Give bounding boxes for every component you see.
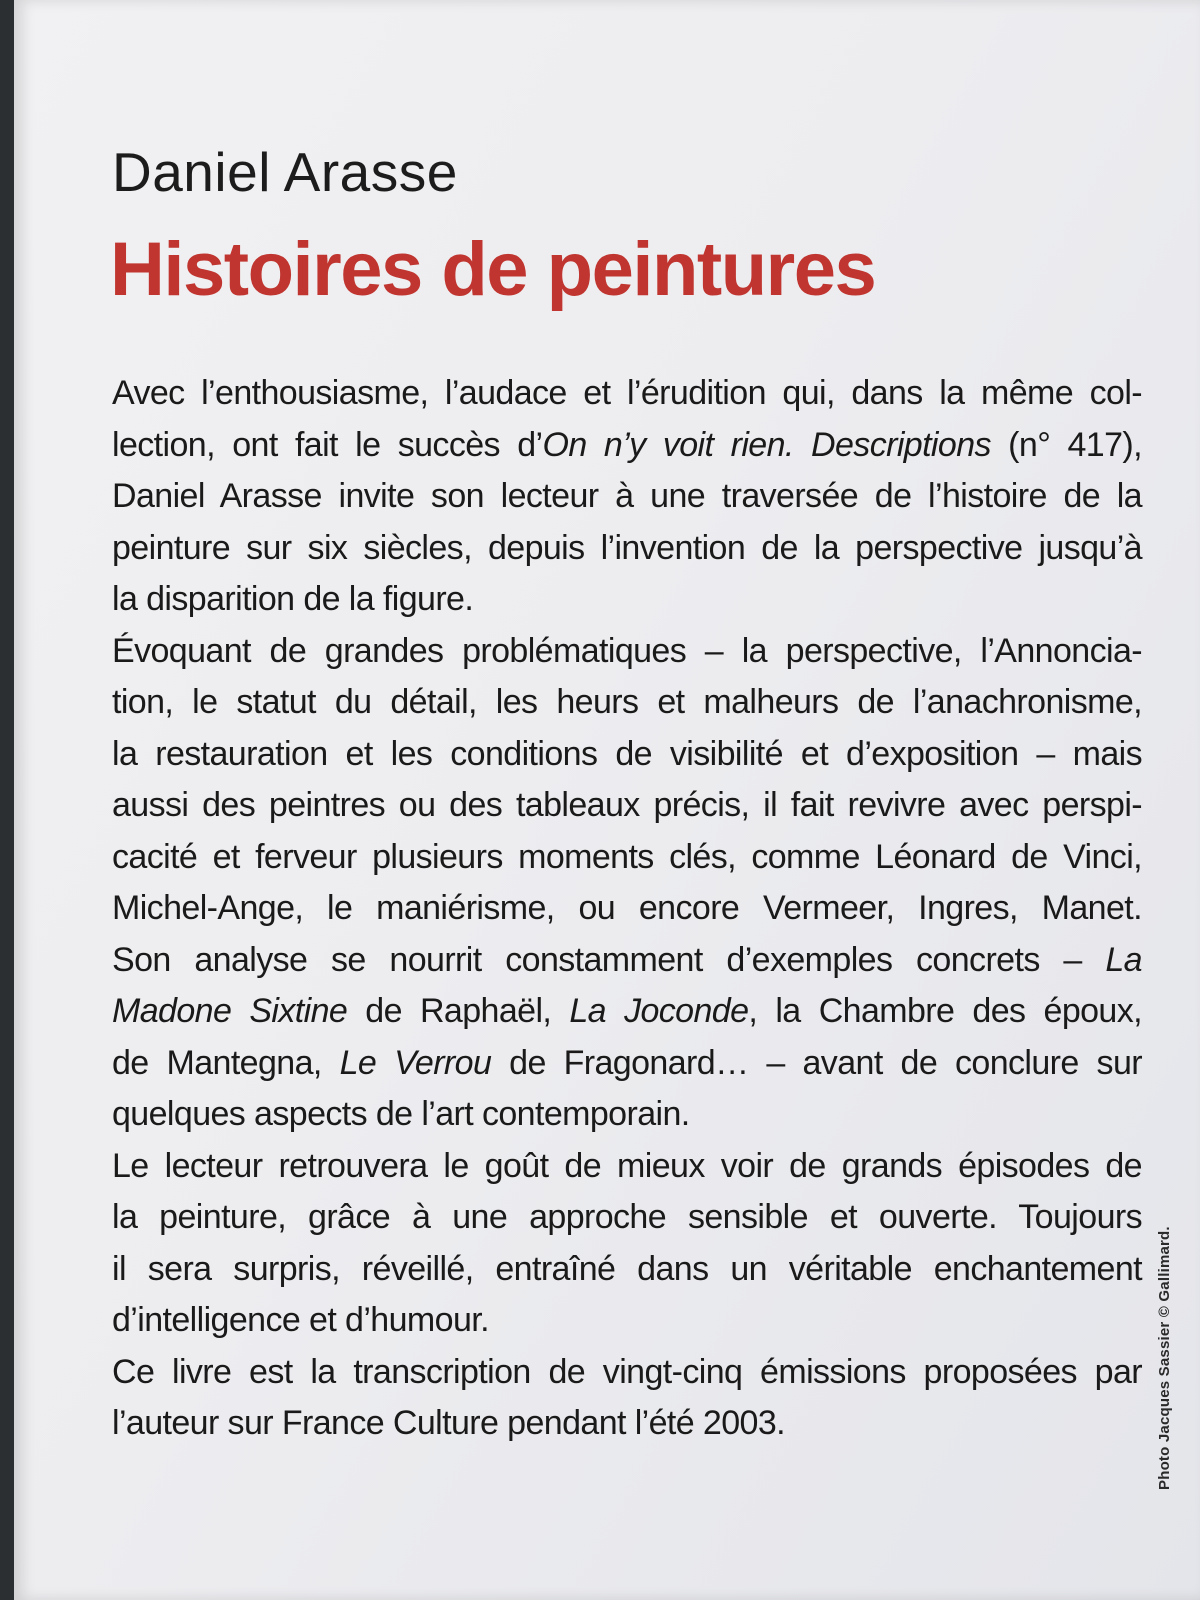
blurb-line: [112, 1347, 1142, 1399]
blurb-segment: d’intelligence et d’humour.: [112, 1301, 489, 1339]
blurb-segment: la peinture, grâce à une approche sensible et ouverte. Toujours: [112, 1198, 1142, 1236]
blurb-line: [112, 1038, 1142, 1090]
blurb-line: [112, 574, 1142, 626]
blurb-line: [112, 626, 1142, 678]
blurb-segment: il sera surpris, réveillé, entraîné dans un véritable enchantement: [112, 1249, 1142, 1288]
blurb-line: [112, 1295, 1142, 1347]
blurb-segment: quelques aspects de l’art contemporain.: [112, 1095, 690, 1133]
blurb-line: [112, 883, 1142, 935]
blurb-line: [112, 729, 1142, 781]
blurb-segment: de Fragonard… – avant de conclure sur: [491, 1043, 1142, 1082]
blurb-italic-segment: On n’y voit rien. Descriptions: [542, 425, 991, 464]
blurb-segment: Avec l’enthousiasme, l’audace et l’érudition qui, dans la même col-: [112, 374, 1142, 412]
blurb-line: [112, 471, 1142, 523]
blurb-segment: la restauration et les conditions de visibilité et d’exposition – mais: [112, 734, 1142, 773]
blurb-line: [112, 832, 1142, 884]
blurb-italic-segment: La Joconde: [569, 992, 749, 1030]
blurb-line: [112, 1192, 1142, 1244]
blurb-segment: , la Chambre des époux,: [748, 992, 1142, 1030]
blurb-line: [112, 523, 1142, 575]
blurb-segment: l’auteur sur France Culture pendant l’été 2003.: [112, 1404, 786, 1442]
blurb-segment: Michel-Ange, le maniérisme, ou encore Vermeer, Ingres, Manet.: [112, 889, 1142, 927]
blurb-line: [112, 780, 1142, 832]
blurb-line: [112, 986, 1142, 1038]
blurb-segment: de Mantegna,: [112, 1043, 340, 1082]
book-back-cover: [14, 0, 1200, 1600]
blurb-segment: cacité et ferveur plusieurs moments clés, comme Léonard de Vinci,: [112, 837, 1142, 876]
blurb-line: [112, 1141, 1142, 1193]
blurb-italic-segment: La: [1105, 940, 1142, 979]
blurb-segment: Le lecteur retrouvera le goût de mieux voir de grands épisodes de: [112, 1146, 1142, 1185]
blurb-segment: lection, ont fait le succès d’: [112, 425, 543, 464]
blurb-line: [112, 1244, 1142, 1296]
blurb-segment: (n° 417),: [990, 425, 1142, 464]
blurb-segment: tion, le statut du détail, les heurs et malheurs de l’anachronisme,: [112, 683, 1142, 721]
blurb-line: [112, 677, 1142, 729]
blurb-line: [112, 368, 1142, 420]
blurb-segment: aussi des peintres ou des tableaux précis, il fait revivre avec perspi-: [112, 786, 1142, 824]
blurb-italic-segment: Madone Sixtine: [112, 992, 348, 1030]
blurb-segment: peinture sur six siècles, depuis l’invention de la perspective jusqu’à: [112, 528, 1142, 567]
blurb-segment: Son analyse se nourrit constamment d’exemples concrets –: [112, 940, 1106, 979]
blurb-italic-segment: Le Verrou: [339, 1043, 492, 1082]
book-title: Histoires de peintures: [110, 227, 876, 312]
blurb-segment: Ce livre est la transcription de vingt-cinq émissions proposées par: [112, 1352, 1142, 1391]
blurb-line: [112, 1398, 1142, 1450]
blurb-segment: Évoquant de grandes problématiques – la perspective, l’Annoncia-: [112, 631, 1142, 670]
blurb-line: [112, 935, 1142, 987]
author-name: Daniel Arasse: [112, 141, 458, 203]
blurb-line: [112, 420, 1142, 472]
blurb-line: [112, 1089, 1142, 1141]
blurb-segment: Daniel Arasse invite son lecteur à une traversée de l’histoire de la: [112, 477, 1142, 515]
blurb-segment: la disparition de la figure.: [112, 580, 474, 618]
blurb-segment: de Raphaël,: [347, 992, 570, 1030]
blurb-text: [112, 368, 1142, 1450]
photo-credit: Photo Jacques Sassier © Gallimard.: [1156, 1226, 1173, 1490]
